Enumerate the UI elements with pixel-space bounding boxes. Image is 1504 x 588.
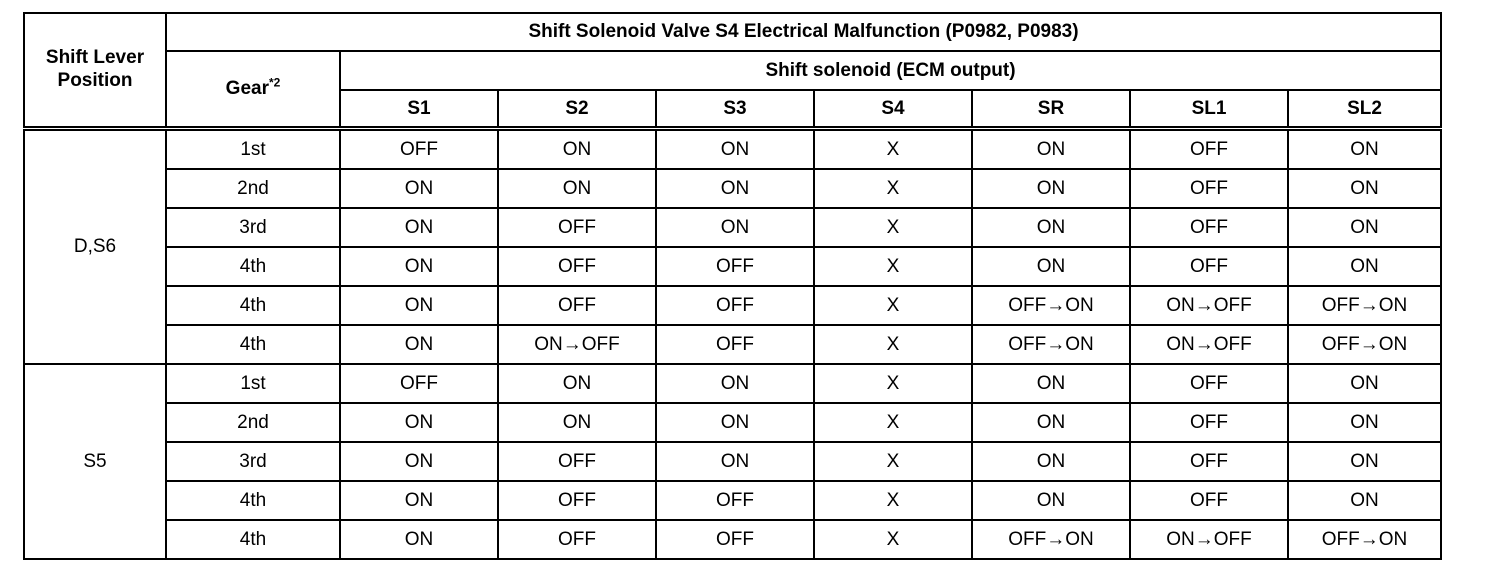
gear-cell: 4th xyxy=(166,247,340,286)
solenoid-state-cell: ON xyxy=(972,364,1130,403)
solenoid-state-cell: OFF xyxy=(656,286,814,325)
table-row xyxy=(24,520,1441,559)
solenoid-header-s4: S4 xyxy=(814,90,972,129)
table-row xyxy=(24,364,1441,403)
solenoid-state-cell: ON xyxy=(656,442,814,481)
gear-cell: 2nd xyxy=(166,403,340,442)
gear-cell: 4th xyxy=(166,325,340,364)
solenoid-state-cell: OFF xyxy=(498,247,656,286)
solenoid-state-cell: ON xyxy=(1288,208,1441,247)
solenoid-state-cell: X xyxy=(814,520,972,559)
gear-cell: 1st xyxy=(166,364,340,403)
solenoid-table xyxy=(23,12,1442,560)
solenoid-header-s3: S3 xyxy=(656,90,814,129)
solenoid-state-cell: ON xyxy=(340,520,498,559)
solenoid-header-sl2: SL2 xyxy=(1288,90,1441,129)
solenoid-state-cell: OFF→ON xyxy=(1288,325,1441,364)
table-row xyxy=(24,403,1441,442)
gear-header xyxy=(166,51,340,129)
solenoid-state-cell: OFF xyxy=(1130,208,1288,247)
solenoid-state-cell: OFF xyxy=(498,442,656,481)
solenoid-state-cell: ON xyxy=(1288,169,1441,208)
solenoid-state-cell: ON xyxy=(498,169,656,208)
solenoid-header-s2: S2 xyxy=(498,90,656,129)
malfunction-title: Shift Solenoid Valve S4 Electrical Malfunction (P0982, P0983) xyxy=(166,13,1441,51)
solenoid-state-cell: ON xyxy=(656,129,814,170)
gear-cell: 4th xyxy=(166,286,340,325)
solenoid-header-sr: SR xyxy=(972,90,1130,129)
solenoid-state-cell: ON→OFF xyxy=(1130,325,1288,364)
solenoid-state-cell: OFF→ON xyxy=(972,520,1130,559)
shift-lever-position-header xyxy=(24,13,166,129)
gear-cell: 4th xyxy=(166,481,340,520)
solenoid-state-cell: OFF xyxy=(656,481,814,520)
shift-lever-position-cell: S5 xyxy=(24,364,166,559)
solenoid-state-cell: ON xyxy=(1288,403,1441,442)
solenoid-state-cell: ON xyxy=(340,286,498,325)
solenoid-state-cell: X xyxy=(814,247,972,286)
solenoid-group-header: Shift solenoid (ECM output) xyxy=(340,51,1441,90)
solenoid-state-cell: ON→OFF xyxy=(1130,520,1288,559)
solenoid-state-cell: ON xyxy=(972,247,1130,286)
solenoid-state-cell: ON xyxy=(972,208,1130,247)
solenoid-state-cell: ON xyxy=(1288,129,1441,170)
solenoid-header-sl1: SL1 xyxy=(1130,90,1288,129)
gear-cell: 2nd xyxy=(166,169,340,208)
table-row xyxy=(24,247,1441,286)
solenoid-state-cell: ON xyxy=(498,364,656,403)
solenoid-state-cell: OFF xyxy=(1130,247,1288,286)
solenoid-state-cell: X xyxy=(814,169,972,208)
solenoid-state-cell: ON xyxy=(498,129,656,170)
table-row xyxy=(24,442,1441,481)
solenoid-state-cell: OFF xyxy=(498,520,656,559)
solenoid-state-cell: OFF xyxy=(1130,442,1288,481)
gear-cell: 4th xyxy=(166,520,340,559)
table-row xyxy=(24,129,1441,170)
solenoid-state-cell: ON xyxy=(972,169,1130,208)
solenoid-state-cell: ON xyxy=(340,403,498,442)
solenoid-state-cell: OFF xyxy=(498,208,656,247)
table-row xyxy=(24,208,1441,247)
solenoid-state-cell: X xyxy=(814,403,972,442)
solenoid-header-s1: S1 xyxy=(340,90,498,129)
solenoid-state-cell: ON xyxy=(656,208,814,247)
solenoid-state-cell: ON xyxy=(972,442,1130,481)
table-row xyxy=(24,286,1441,325)
solenoid-state-cell: OFF→ON xyxy=(972,325,1130,364)
solenoid-state-cell: OFF xyxy=(656,520,814,559)
lever-label-line2: Position xyxy=(57,70,133,91)
solenoid-state-cell: ON xyxy=(1288,247,1441,286)
solenoid-state-cell: X xyxy=(814,129,972,170)
solenoid-state-cell: X xyxy=(814,442,972,481)
solenoid-state-cell: OFF xyxy=(1130,364,1288,403)
solenoid-state-cell: ON xyxy=(498,403,656,442)
solenoid-state-cell: OFF→ON xyxy=(1288,286,1441,325)
solenoid-state-cell: X xyxy=(814,325,972,364)
solenoid-state-cell: OFF xyxy=(656,247,814,286)
gear-cell: 3rd xyxy=(166,208,340,247)
solenoid-state-cell: OFF→ON xyxy=(972,286,1130,325)
solenoid-state-cell: ON xyxy=(340,325,498,364)
solenoid-state-cell: ON xyxy=(972,129,1130,170)
solenoid-state-cell: ON→OFF xyxy=(498,325,656,364)
solenoid-state-cell: OFF xyxy=(1130,481,1288,520)
solenoid-state-cell: OFF xyxy=(498,286,656,325)
solenoid-state-cell: ON xyxy=(340,481,498,520)
gear-footnote-mark: *2 xyxy=(268,75,281,90)
solenoid-state-cell: OFF xyxy=(340,364,498,403)
shift-lever-position-cell: D,S6 xyxy=(24,129,166,365)
solenoid-state-cell: OFF xyxy=(656,325,814,364)
gear-cell: 1st xyxy=(166,129,340,170)
solenoid-state-cell: X xyxy=(814,481,972,520)
solenoid-state-cell: ON xyxy=(972,481,1130,520)
solenoid-state-cell: OFF xyxy=(340,129,498,170)
solenoid-state-cell: X xyxy=(814,208,972,247)
solenoid-state-cell: X xyxy=(814,364,972,403)
gear-label: Gear xyxy=(225,78,269,99)
gear-cell: 3rd xyxy=(166,442,340,481)
solenoid-state-cell: ON xyxy=(656,403,814,442)
solenoid-state-cell: OFF xyxy=(498,481,656,520)
solenoid-state-cell: ON xyxy=(340,208,498,247)
solenoid-state-cell: ON xyxy=(340,442,498,481)
table-header xyxy=(24,13,1441,129)
solenoid-state-cell: OFF xyxy=(1130,403,1288,442)
table-row xyxy=(24,325,1441,364)
solenoid-state-cell: ON xyxy=(1288,364,1441,403)
solenoid-state-cell: ON xyxy=(972,403,1130,442)
table-row xyxy=(24,169,1441,208)
lever-label-line1: Shift Lever xyxy=(45,47,145,69)
solenoid-state-cell: OFF→ON xyxy=(1288,520,1441,559)
solenoid-state-cell: OFF xyxy=(1130,129,1288,170)
solenoid-state-cell: OFF xyxy=(1130,169,1288,208)
solenoid-state-cell: ON→OFF xyxy=(1130,286,1288,325)
solenoid-state-cell: ON xyxy=(340,169,498,208)
solenoid-state-cell: ON xyxy=(1288,442,1441,481)
solenoid-state-cell: ON xyxy=(1288,481,1441,520)
table-row xyxy=(24,481,1441,520)
solenoid-state-cell: ON xyxy=(656,169,814,208)
solenoid-state-cell: X xyxy=(814,286,972,325)
solenoid-state-cell: ON xyxy=(340,247,498,286)
solenoid-state-cell: ON xyxy=(656,364,814,403)
table-body xyxy=(24,129,1441,560)
